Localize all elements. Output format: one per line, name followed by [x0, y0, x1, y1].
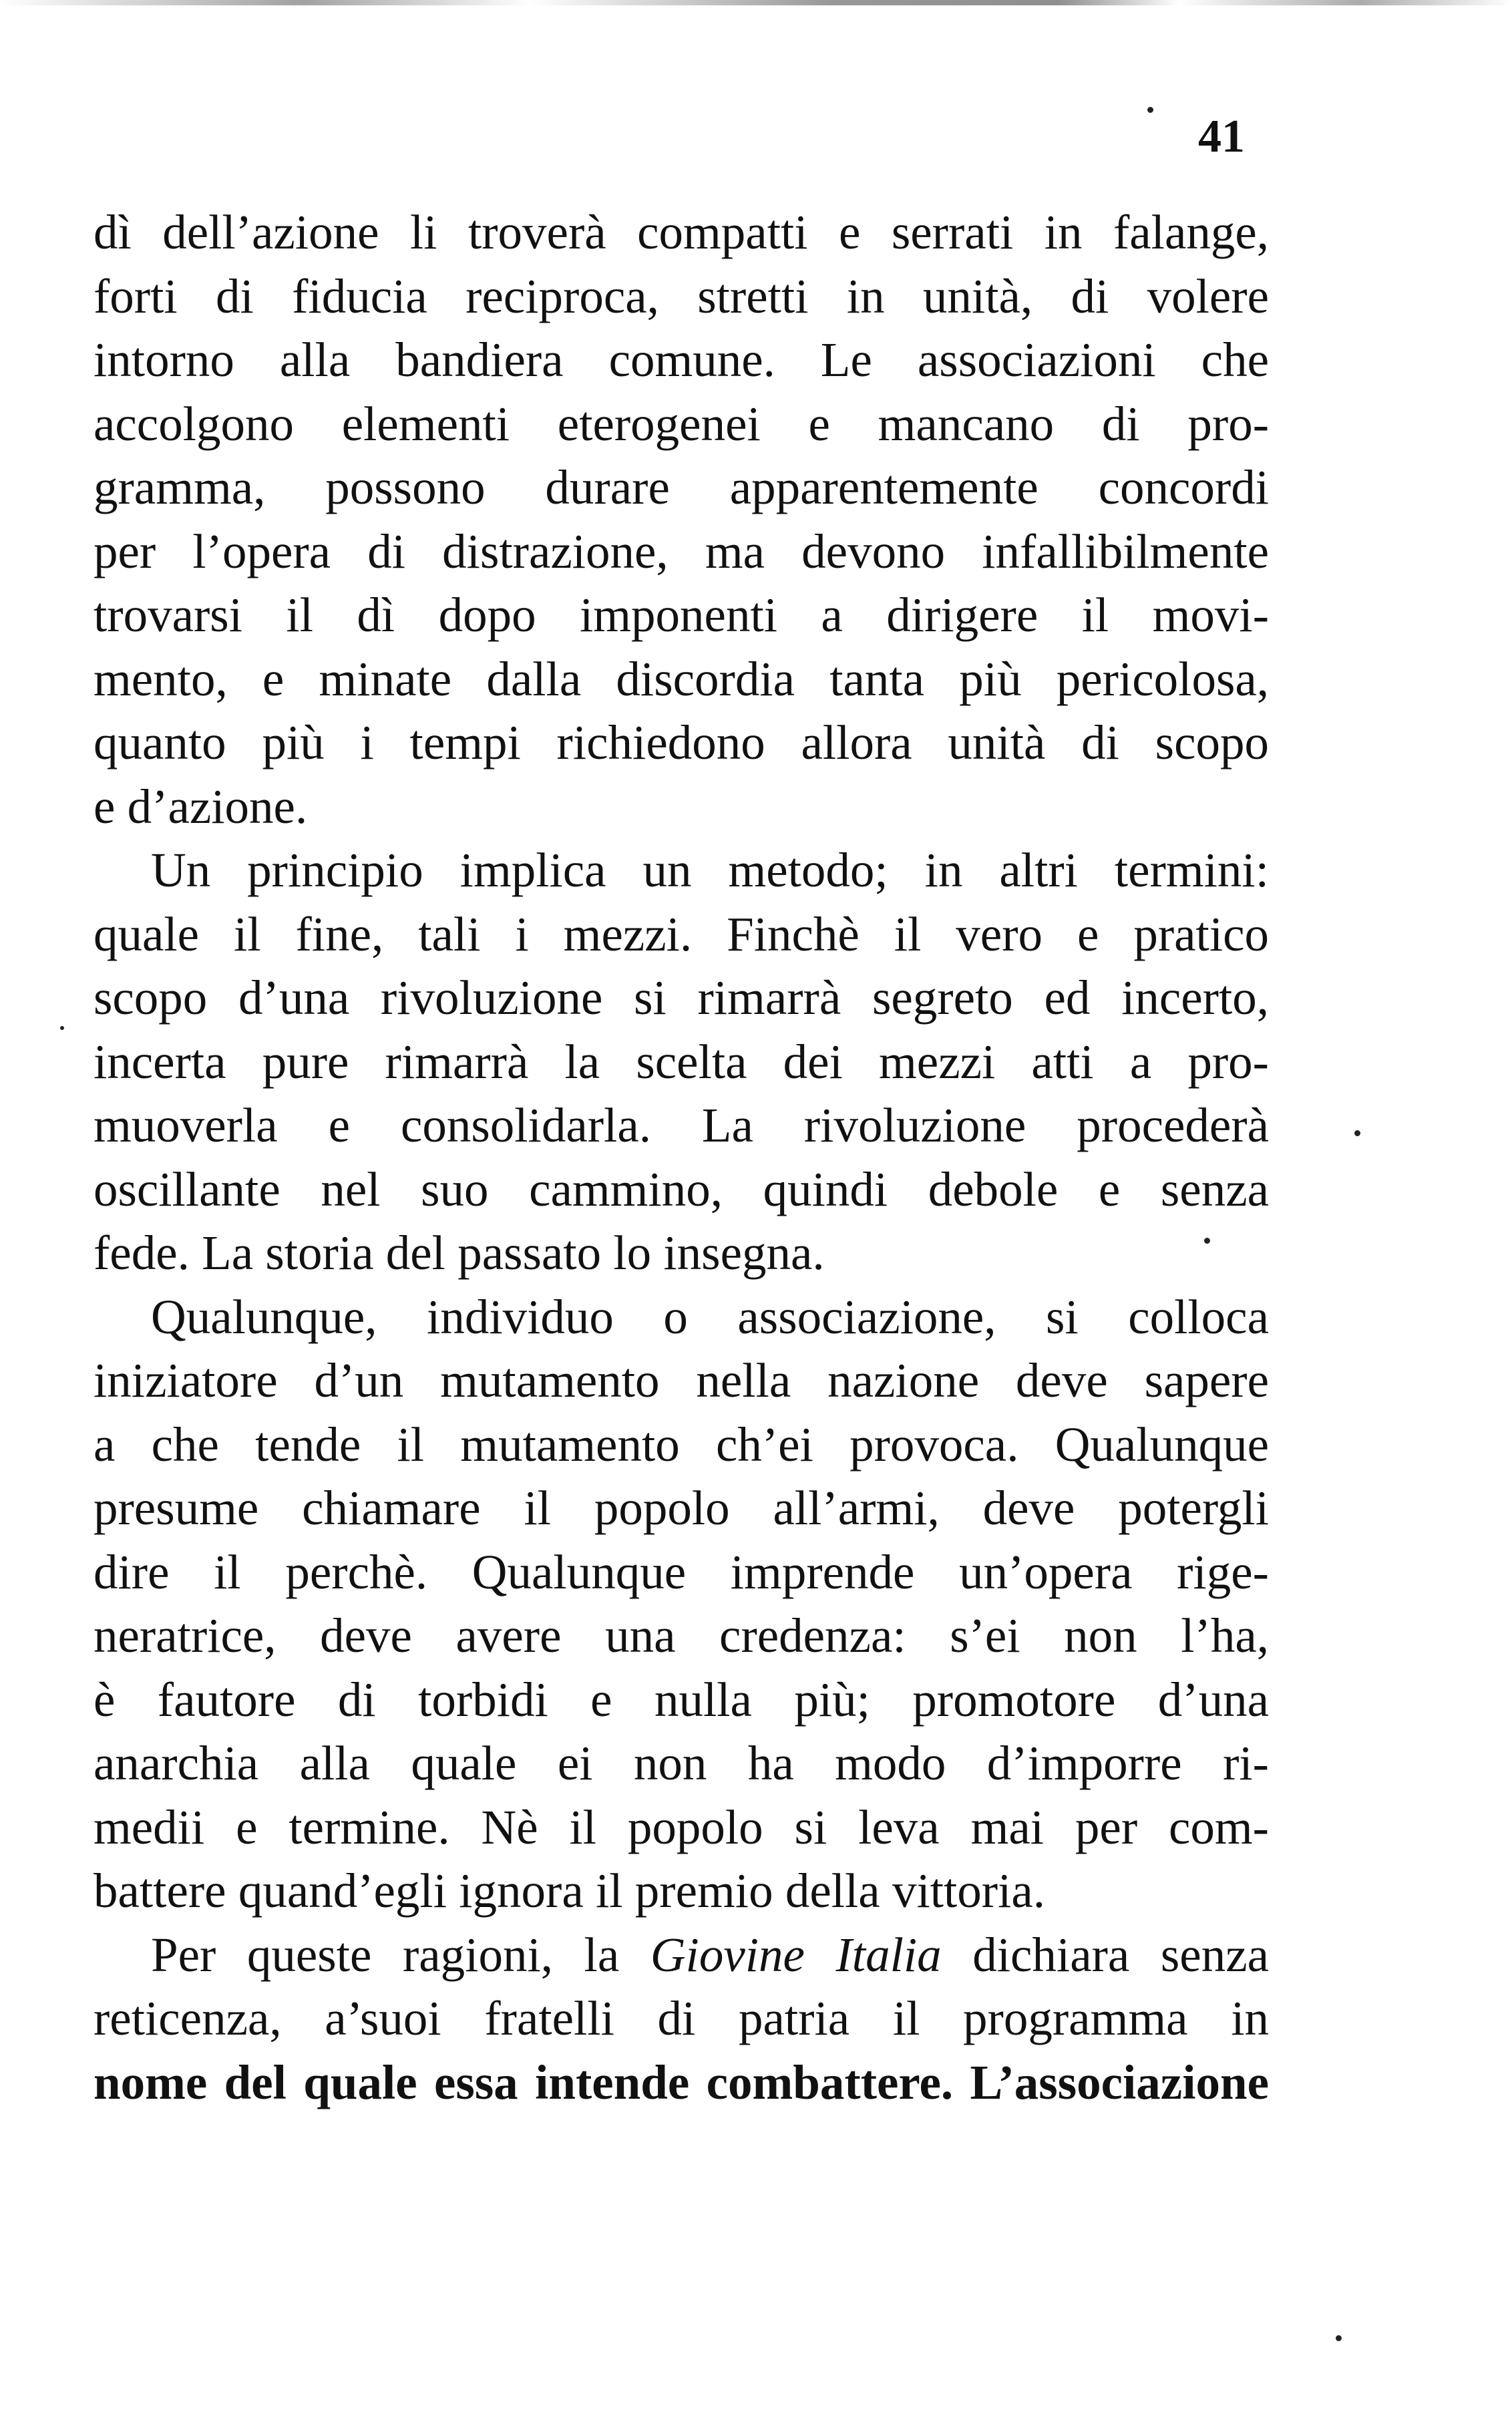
- text-line: medii e termine. Nè il popolo si leva mai per com-: [93, 1799, 1269, 1854]
- text-line: forti di fiducia reciproca, stretti in unità, di volere: [93, 269, 1269, 323]
- text-line: quanto più i tempi richiedono allora unità di scopo: [93, 715, 1269, 769]
- text-line: dire il perchè. Qualunque imprende un’opera rige-: [93, 1544, 1269, 1599]
- text-line: [93, 1923, 1269, 1987]
- text-line: e d’azione.: [93, 779, 308, 834]
- text-line: iniziatore d’un mutamento nella nazione deve sapere: [93, 1353, 1269, 1407]
- scan-top-edge: [0, 0, 1512, 5]
- scan-speck: [1354, 1130, 1360, 1136]
- text-line: reticenza, a’suoi fratelli di patria il programma in: [93, 1991, 1269, 2045]
- text-line: a che tende il mutamento ch’ei provoca. Qualunque: [93, 1417, 1269, 1472]
- text-line: Un principio implica un metodo; in altri termini:: [151, 843, 1269, 897]
- paragraph-3: [93, 1285, 1269, 1923]
- text-line: per l’opera di distrazione, ma devono infallibilmente: [93, 524, 1269, 578]
- text-line: accolgono elementi eterogenei e mancano di pro-: [93, 396, 1269, 451]
- text-line: Qualunque, individuo o associazione, si colloca: [151, 1289, 1269, 1344]
- text-line: è fautore di torbidi e nulla più; promotore d’una: [93, 1672, 1269, 1727]
- text-line: gramma, possono durare apparentemente concordi: [93, 460, 1269, 514]
- paragraph-2: [93, 838, 1269, 1285]
- text-line: trovarsi il dì dopo imponenti a dirigere il movi-: [93, 588, 1269, 642]
- text-line: scopo d’una rivoluzione si rimarrà segreto ed incerto,: [93, 971, 1269, 1025]
- text-line: fede. La storia del passato lo insegna.: [93, 1226, 825, 1280]
- text-line: battere quand’egli ignora il premio della vittoria.: [93, 1864, 1046, 1918]
- paragraph-1: [93, 200, 1269, 838]
- paragraph-4: [93, 1923, 1269, 2115]
- scan-speck: [60, 1026, 64, 1030]
- scan-speck: [1336, 2335, 1342, 2341]
- text-line: anarchia alla quale ei non ha modo d’imporre ri-: [93, 1736, 1269, 1790]
- text-line: quale il fine, tali i mezzi. Finchè il vero e pratico: [93, 906, 1269, 961]
- text-line: mento, e minate dalla discordia tanta più pericolosa,: [93, 651, 1269, 706]
- text-line: dì dell’azione li troverà compatti e serrati in falange,: [93, 205, 1269, 259]
- text-line: incerta pure rimarrà la scelta dei mezzi atti a pro-: [93, 1034, 1269, 1089]
- text-line: presume chiamare il popolo all’armi, deve potergli: [93, 1481, 1269, 1535]
- text-line: intorno alla bandiera comune. Le associazioni che: [93, 333, 1269, 387]
- scan-speck: [1147, 107, 1153, 113]
- journal-title: Giovine Italia: [650, 1927, 942, 1982]
- page-number: 41: [1198, 111, 1245, 162]
- text-segment: dichiara senza: [941, 1927, 1269, 1982]
- text-segment: Per queste ragioni, la: [151, 1927, 650, 1982]
- text-line: muoverla e consolidarla. La rivoluzione procederà: [93, 1098, 1269, 1152]
- body-text: [93, 200, 1269, 2114]
- text-line: nome del quale essa intende combattere. L’associazione: [93, 2055, 1269, 2109]
- text-line: oscillante nel suo cammino, quindi debole e senza: [93, 1162, 1269, 1216]
- scan-speck: [1204, 1238, 1210, 1244]
- text-line: neratrice, deve avere una credenza: s’ei non l’ha,: [93, 1608, 1269, 1663]
